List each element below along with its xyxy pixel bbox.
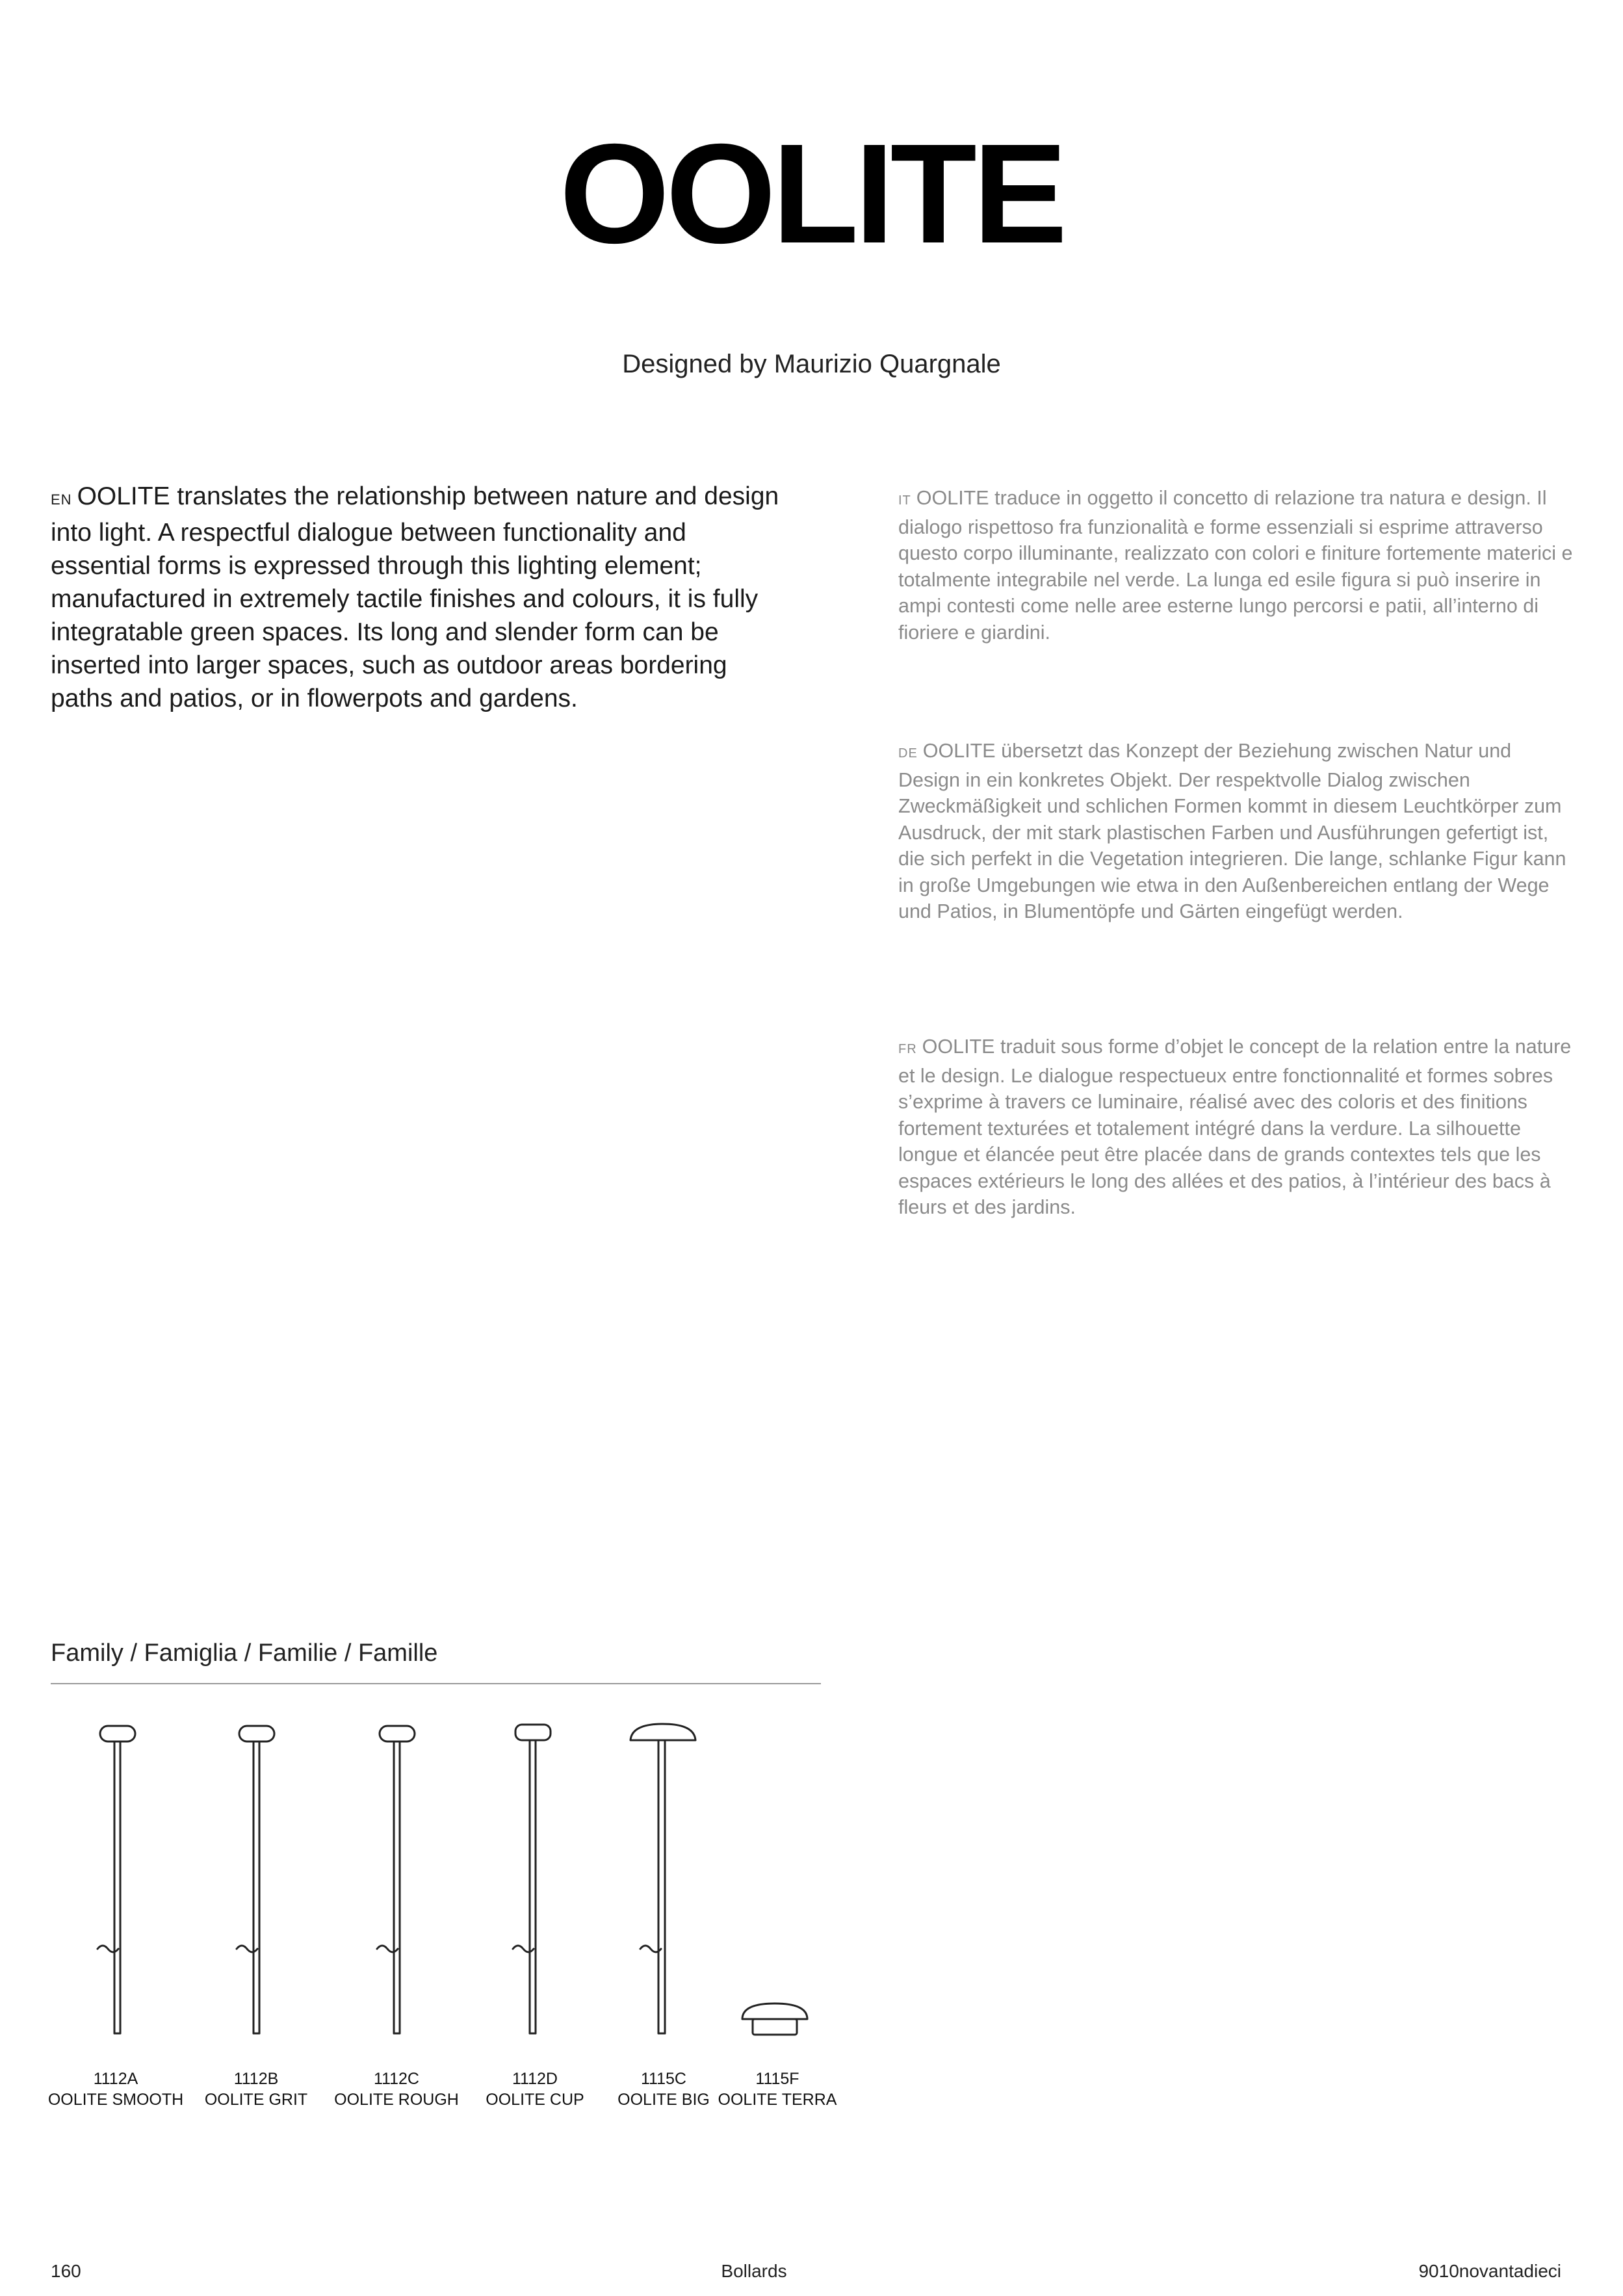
page-number: 160 [51, 2261, 81, 2281]
description-it-text: OOLITE traduce in oggetto il concetto di relazione tra natura e design. Il dialogo rispettoso fra funzionalità e forme essenziali si esprime attraverso questo corpo illuminante, realizzato con colori e finiture fortemente materici e totalmente integrabile nel verde. La lunga ed esile figura si può inserire in ampi contesti come nelle aree esterne lungo percorsi e patii, all’interno di fioriere e giardini. [898, 487, 1573, 644]
lang-tag-fr: FR [898, 1042, 917, 1056]
product-drawing-1112c [377, 1726, 415, 2033]
brand-name: 9010novantadieci [1418, 2261, 1561, 2281]
product-caption [48, 2068, 183, 2110]
description-fr [898, 1034, 1578, 1221]
description-it [898, 485, 1578, 646]
product-code: 1112C [374, 2070, 419, 2088]
product-name: OOLITE GRIT [204, 2091, 308, 2109]
product-drawing-1112d [513, 1725, 551, 2033]
product-drawing-1112b [237, 1726, 274, 2033]
designer-credit: Designed by Maurizio Quargnale [622, 350, 1001, 378]
product-drawing-1115f [742, 2003, 807, 2035]
product-code: 1112D [512, 2070, 558, 2088]
lang-tag-de: DE [898, 746, 918, 761]
product-caption [718, 2068, 837, 2110]
product-name: OOLITE BIG [617, 2091, 710, 2109]
product-name: OOLITE ROUGH [334, 2091, 459, 2109]
section-label: Bollards [721, 2261, 787, 2281]
product-drawing-1115c [630, 1724, 695, 2033]
product-code: 1112A [93, 2070, 138, 2088]
family-heading: Family / Famiglia / Familie / Famille [51, 1639, 438, 1667]
description-fr-text: OOLITE traduit sous forme d’objet le concept de la relation entre la nature et le design. Le dialogue respectueux entre fonctionnalité et formes sobres s’exprime à travers ce luminaire, réalisé avec des coloris et des finitions fortement texturées et totalement intégré dans la verdure. La silhouette longue et élancée peut être placée dans de grands contextes tels que les espaces extérieurs le long des allées et des patios, à l’intérieur des bacs à fleurs et des jardins. [898, 1036, 1572, 1218]
family-divider [51, 1683, 821, 1684]
product-code: 1112B [233, 2070, 279, 2088]
description-de-text: OOLITE übersetzt das Konzept der Beziehung zwischen Natur und Design in ein konkretes Objekt. Der respektvolle Dialog zwischen Zweckmäßigkeit und schlichen Formen kommt in diesem Leuchtkörper zum Ausdruck, der mit stark plastischen Farben und Ausführungen gefertigt ist, die sich perfekt in die Vegetation integrieren. Die lange, schlanke Figur kann in große Umgebungen wie etwa in den Außenbereichen entlang der Wege und Patios, in Blumentöpfe und Gärten eingefügt werden. [898, 740, 1566, 922]
product-name: OOLITE CUP [486, 2091, 584, 2109]
product-code: 1115F [755, 2070, 799, 2088]
lang-tag-it: IT [898, 493, 911, 508]
product-caption [486, 2068, 584, 2110]
product-name: OOLITE SMOOTH [47, 2091, 184, 2109]
product-caption [205, 2068, 307, 2110]
description-en [51, 480, 785, 715]
product-caption [334, 2068, 459, 2110]
product-code: 1115C [641, 2070, 686, 2088]
page-title: OOLITE [559, 115, 1064, 273]
lang-tag-en: EN [51, 491, 72, 508]
product-caption [617, 2068, 710, 2110]
product-name: OOLITE TERRA [718, 2091, 837, 2109]
product-drawing-1112a [97, 1726, 135, 2033]
description-en-text: OOLITE translates the relationship between nature and design into light. A respectful dialogue between functionality and essential forms is expressed through this lighting element; manufactured in extremely tactile finishes and colours, it is fully integratable green spaces. Its long and slender form can be inserted into larger spaces, such as outdoor areas bordering paths and patios, or in flowerpots and gardens. [51, 482, 779, 712]
family-drawings [0, 1716, 845, 2054]
description-de [898, 738, 1578, 925]
